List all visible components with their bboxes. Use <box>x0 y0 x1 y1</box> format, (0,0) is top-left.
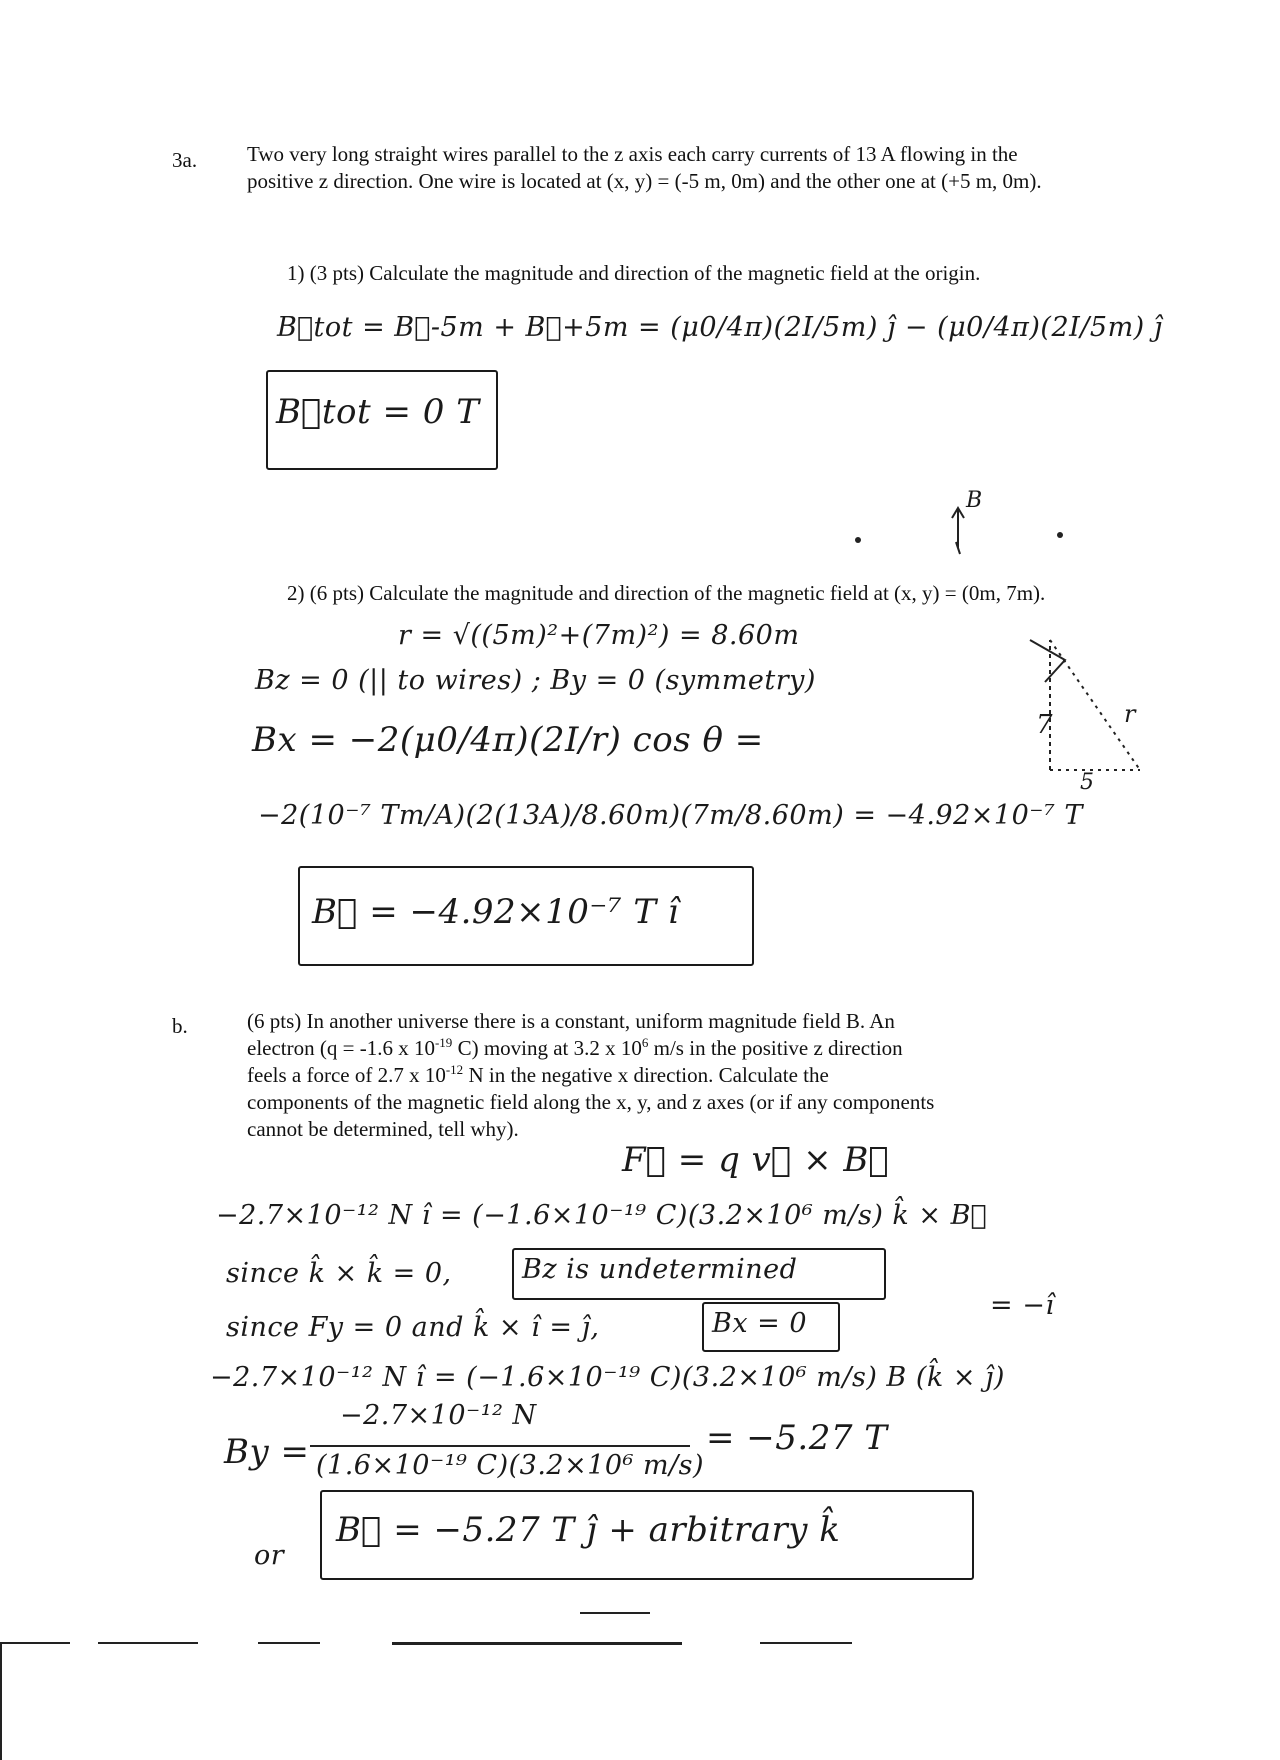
b-work-line-2: −2.7×10⁻¹² N î = (−1.6×10⁻¹⁹ C)(3.2×10⁶ m/s) k̂ × B⃗ <box>216 1200 988 1231</box>
b-or-label: or <box>254 1540 285 1571</box>
b-side-note: = −î <box>990 1290 1055 1321</box>
scan-artifact-line <box>760 1642 852 1644</box>
sketch-hyp-label: r <box>1124 700 1136 728</box>
part2-work-r: r = √((5m)²+(7m)²) = 8.60m <box>398 620 800 651</box>
b-work-force-law: F⃗ = q v⃗ × B⃗ <box>622 1140 890 1180</box>
part2-work-bz-by: Bz = 0 (|| to wires) ; By = 0 (symmetry) <box>255 665 816 696</box>
sketch-wire-right-dot <box>1057 532 1063 538</box>
b-by-denominator: (1.6×10⁻¹⁹ C)(3.2×10⁶ m/s) <box>316 1450 705 1481</box>
b-by-result: = −5.27 T <box>706 1418 888 1458</box>
part1-prompt: 1) (3 pts) Calculate the magnitude and direction of the magnetic field at the origin. <box>287 261 981 285</box>
part2-answer: B⃗ = −4.92×10⁻⁷ T î <box>312 892 680 932</box>
part2-work-numeric: −2(10⁻⁷ Tm/A)(2(13A)/8.60m)(7m/8.60m) = −4.92×10⁻⁷ T <box>258 800 1083 831</box>
sketch-side-label: 7 <box>1036 710 1054 740</box>
b-by-numerator: −2.7×10⁻¹² N <box>340 1400 537 1431</box>
sketch-b-label: B <box>966 488 983 513</box>
wire-field-sketch <box>850 500 1090 560</box>
scan-artifact-line <box>258 1642 320 1644</box>
b-work-line-3: since k̂ × k̂ = 0, <box>226 1258 452 1289</box>
b-by-label: By = <box>224 1432 310 1472</box>
b-bx-zero: Bx = 0 <box>712 1308 808 1339</box>
geometry-sketch <box>1010 620 1190 790</box>
scan-artifact-line <box>392 1642 682 1645</box>
scan-artifact-vline <box>0 1642 2 1760</box>
problem-b-statement <box>247 1008 1107 1143</box>
problem-3a-statement: Two very long straight wires parallel to the z axis each carry currents of 13 A flowing in the positive z direction. One wire is located at (x, y) = (-5 m, 0m) and the other one at (+5 m, 0m). <box>247 142 1042 193</box>
problem-b-line-2: electron (q = -1.6 x $10^{-19}$ C) moving at 3.2 x $10^6$ m/s in the positive z direction <box>247 1035 903 1060</box>
b-bz-undetermined: Bz is undetermined <box>522 1254 798 1285</box>
fraction-bar <box>310 1445 690 1447</box>
part1-work: B⃗tot = B⃗-5m + B⃗+5m = (μ0/4π)(2I/5m) ĵ − (μ0/4π)(2I/5m) ĵ <box>277 312 1163 343</box>
problem-b-line-1: (6 pts) In another universe there is a constant, uniform magnitude field B. An <box>247 1009 895 1033</box>
problem-b-line-4: components of the magnetic field along the x, y, and z axes (or if any components <box>247 1090 935 1114</box>
problem-b-line-3: feels a force of 2.7 x $10^{-12}$ N in the negative x direction. Calculate the <box>247 1062 829 1087</box>
b-work-line-4: since Fy = 0 and k̂ × î = ĵ, <box>226 1312 600 1343</box>
b-work-line-5: −2.7×10⁻¹² N î = (−1.6×10⁻¹⁹ C)(3.2×10⁶ m/s) B (k̂ × ĵ) <box>210 1362 1005 1393</box>
sketch-base-label: 5 <box>1080 770 1095 795</box>
part2-prompt: 2) (6 pts) Calculate the magnitude and direction of the magnetic field at (x, y) = (0m, 7m). <box>287 581 1046 605</box>
problem-b-line-5: cannot be determined, tell why). <box>247 1117 519 1141</box>
sketch-wire-left-dot <box>855 537 861 543</box>
part2-work-bx: Bx = −2(μ0/4π)(2I/r) cos θ = <box>252 720 764 760</box>
problem-3a-label: 3a. <box>172 148 198 172</box>
b-final-answer: B⃗ = −5.27 T ĵ + arbitrary k̂ <box>336 1510 841 1550</box>
scan-artifact-line <box>0 1642 70 1644</box>
problem-b-label: b. <box>172 1014 188 1038</box>
part1-answer: B⃗tot = 0 T <box>276 392 480 432</box>
scan-artifact-line <box>98 1642 198 1644</box>
scan-artifact-line <box>580 1612 650 1614</box>
